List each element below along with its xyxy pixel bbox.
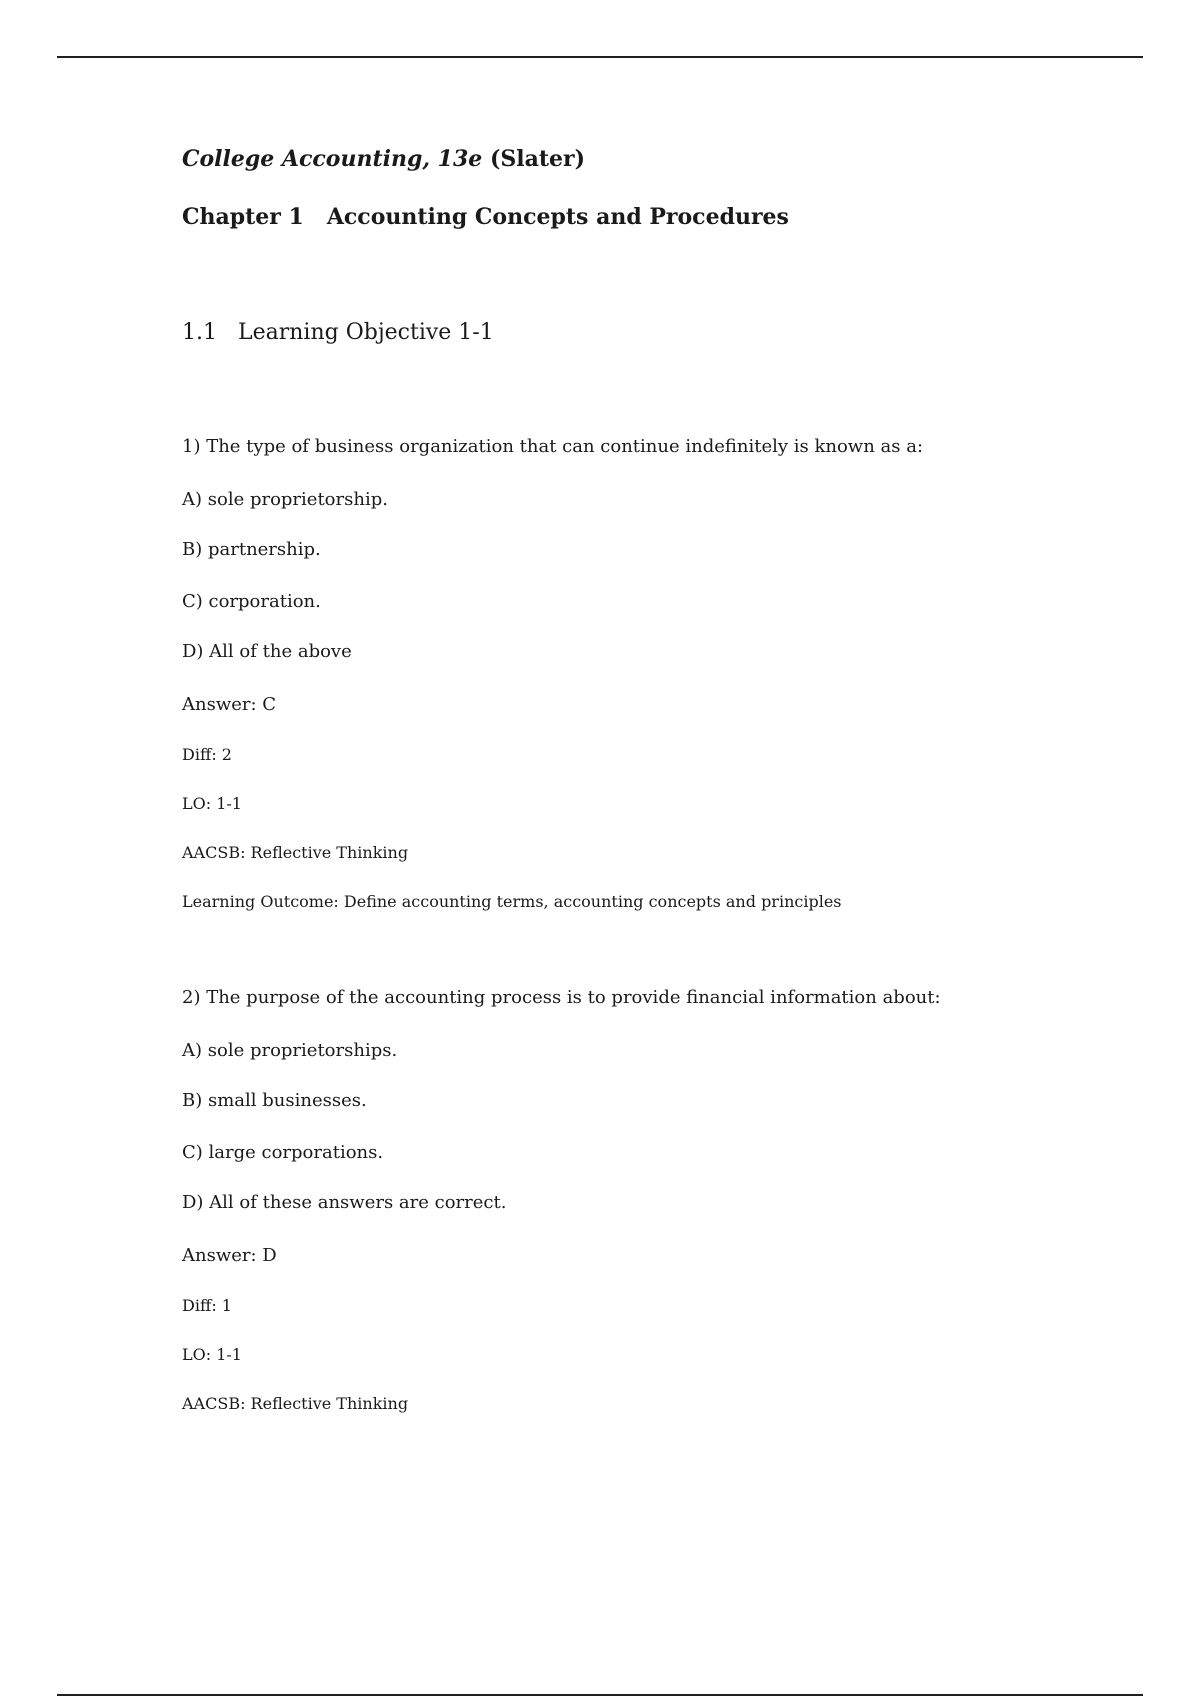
question-1-option-a: A) sole proprietorship. (182, 489, 388, 510)
chapter-title: Accounting Concepts and Procedures (326, 204, 789, 230)
book-author: (Slater) (489, 146, 586, 172)
book-title-italic: College Accounting, 13e (182, 146, 483, 172)
question-2-answer: Answer: D (182, 1245, 277, 1266)
top-rule (57, 56, 1143, 58)
question-2-option-a: A) sole proprietorships. (182, 1040, 398, 1061)
question-1-learning-outcome: Learning Outcome: Define accounting terms, accounting concepts and principles (182, 892, 842, 911)
question-2-option-d: D) All of these answers are correct. (182, 1192, 507, 1213)
question-1-stem: 1) The type of business organization that can continue indefinitely is known as a: (182, 436, 924, 457)
chapter-number: Chapter 1 (182, 204, 304, 230)
question-1-option-c: C) corporation. (182, 591, 321, 612)
question-1-answer: Answer: C (182, 694, 277, 715)
question-2-stem: 2) The purpose of the accounting process is to provide financial information about: (182, 987, 941, 1008)
question-1-option-d: D) All of the above (182, 641, 352, 662)
question-2-option-c: C) large corporations. (182, 1142, 384, 1163)
question-2-diff: Diff: 1 (182, 1296, 232, 1315)
bottom-rule (57, 1694, 1143, 1696)
question-1-option-b: B) partnership. (182, 539, 321, 560)
section-heading (182, 320, 494, 345)
section-title: Learning Objective 1-1 (237, 320, 494, 345)
question-1-lo: LO: 1-1 (182, 794, 242, 813)
question-1-aacsb: AACSB: Reflective Thinking (182, 843, 409, 862)
question-2-aacsb: AACSB: Reflective Thinking (182, 1394, 409, 1413)
question-1-diff: Diff: 2 (182, 745, 232, 764)
question-2-lo: LO: 1-1 (182, 1345, 242, 1364)
book-title (182, 146, 585, 172)
question-2-option-b: B) small businesses. (182, 1090, 367, 1111)
section-number: 1.1 (182, 320, 217, 345)
chapter-heading (182, 204, 789, 230)
